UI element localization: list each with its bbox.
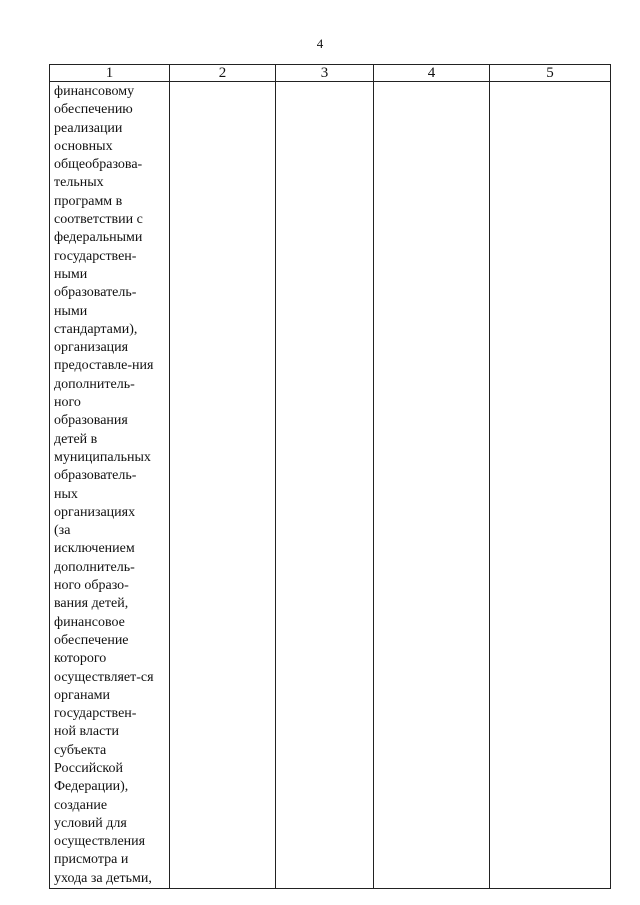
header-row	[50, 65, 611, 82]
data-table	[49, 64, 611, 889]
column-header-3: 3	[276, 65, 374, 82]
table-cell-col-2	[170, 82, 276, 889]
table-row	[50, 82, 611, 889]
table-cell-col-1	[50, 82, 170, 889]
table-cell-col-4	[374, 82, 490, 889]
page-number: 4	[316, 36, 324, 51]
table-cell-col-5	[490, 82, 611, 889]
cell-text-col-2	[170, 82, 275, 83]
column-header-5: 5	[490, 65, 611, 82]
cell-text-col-1: финансовому обеспечению реализации основных общеобразова- тельных программ в соответствии с федеральными государствен- ными образователь- ными стандартами), организация предоставле-ния дополнитель- ного образования детей в муниципальных образователь- ных организациях (за исключением дополнитель- ного образо- вания детей, финансовое обеспечение которого осуществляет-ся органами государствен- ной власти субъекта Российской Федерации), создание условий для осуществления присмотра и ухода за детьми,	[54, 84, 154, 886]
cell-text-col-5	[490, 82, 610, 83]
table-cell-col-3	[276, 82, 374, 889]
table-header	[50, 65, 611, 82]
table-body	[50, 82, 611, 889]
cell-text-col-4	[374, 82, 489, 83]
column-header-4: 4	[374, 65, 490, 82]
column-header-2: 2	[170, 65, 276, 82]
cell-text-col-3	[276, 82, 373, 83]
column-header-1: 1	[50, 65, 170, 82]
